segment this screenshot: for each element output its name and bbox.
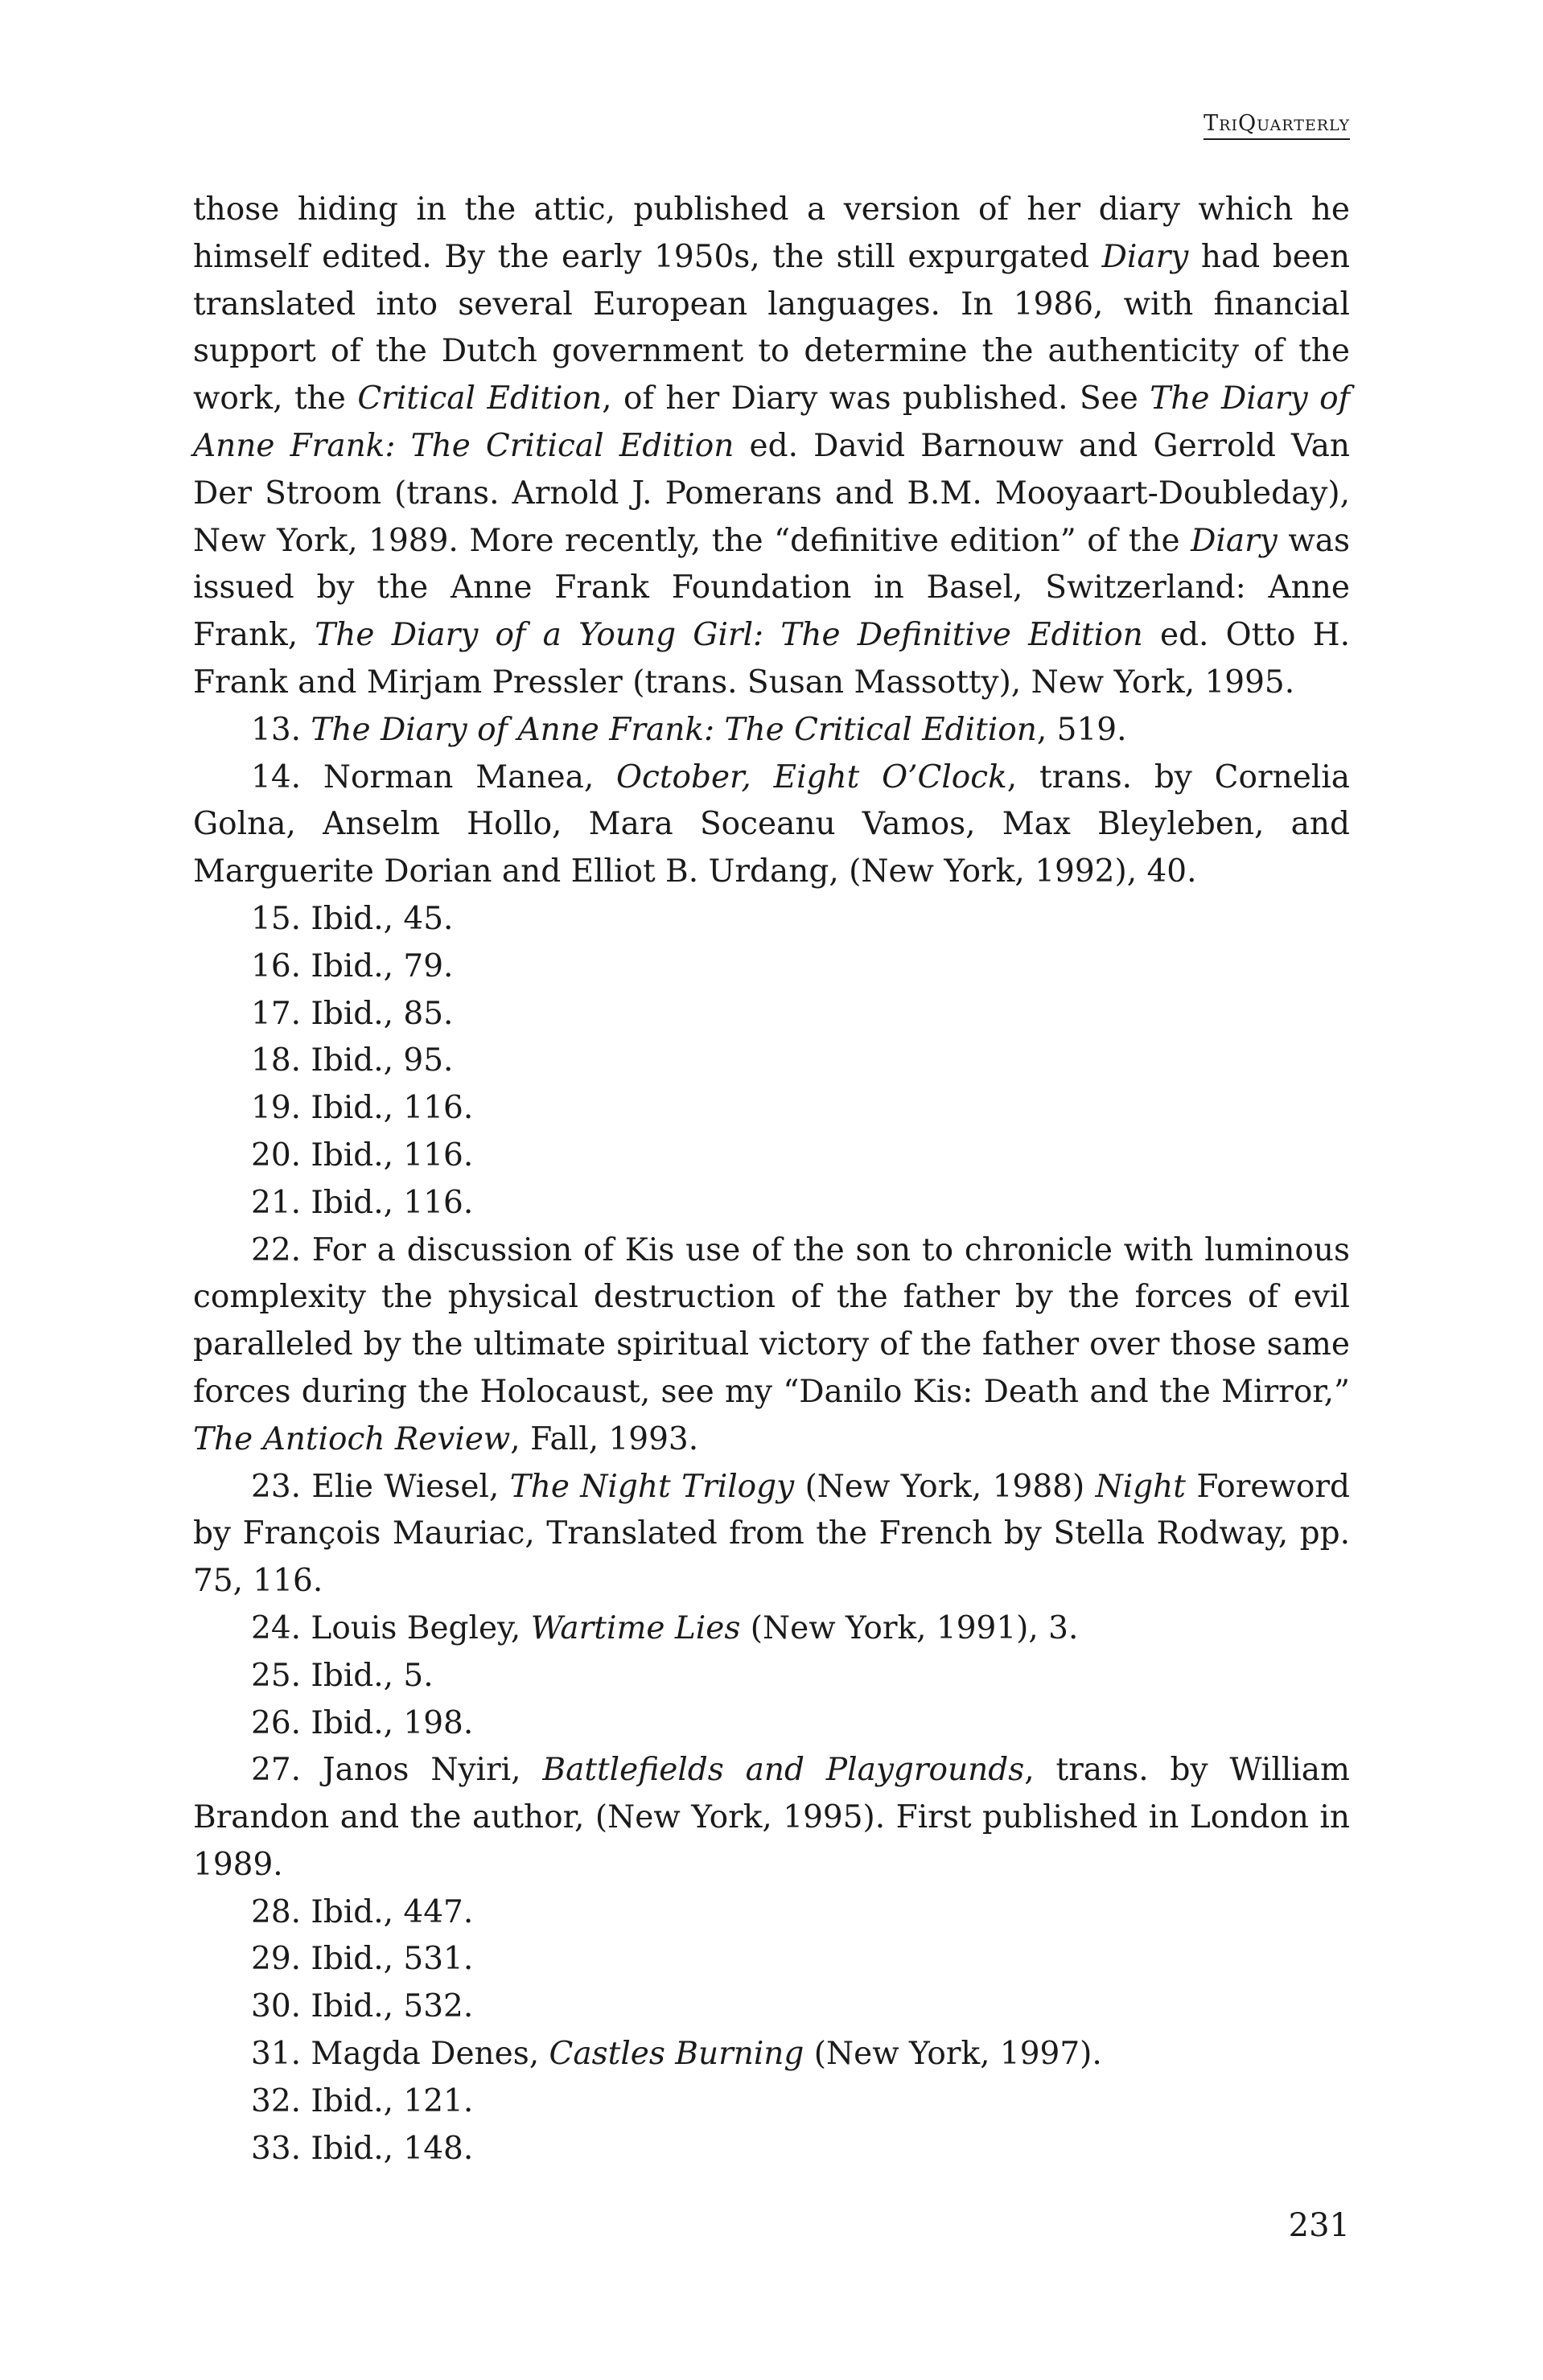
endnotes-section [193, 187, 1350, 2172]
note-text: (New York, 1997). [804, 2036, 1102, 2073]
endnote-13 [193, 707, 1350, 754]
endnote-25 [193, 1653, 1350, 1700]
endnote-30 [193, 1983, 1350, 2031]
note-text: (New York, 1991), 3. [740, 1609, 1079, 1646]
italic-title: Diary [1191, 522, 1278, 559]
note-text: 28. Ibid., 447. [251, 1893, 474, 1930]
italic-title: Critical Edition [357, 380, 603, 417]
note-text: (New York, 1988) [794, 1468, 1096, 1505]
note-text: 23. Elie Wiesel, [251, 1468, 510, 1505]
endnote-33 [193, 2126, 1350, 2173]
italic-title: Battlefields and Playgrounds [542, 1752, 1025, 1789]
endnote-29 [193, 1936, 1350, 1983]
italic-title: Diary [1101, 238, 1189, 275]
note-text: ed. David Barnouw and Gerrold Van Der Stroom (trans. Arnold J. Pomerans and B.M. Mooyaart-Doubleday), New York, 1989. More recently, the “definitive edition” of the [193, 427, 1350, 559]
italic-title: The Night Trilogy [509, 1468, 795, 1505]
note-text: 27. Janos Nyiri, [251, 1752, 543, 1789]
note-text: those hiding in the attic, published a version of her diary which he himself edited. By the early 1950s, the still expurgated [193, 191, 1350, 275]
italic-title: October, Eight O’Clock [616, 758, 1007, 795]
endnote-continuation [193, 187, 1350, 707]
endnote-15 [193, 896, 1350, 943]
note-text: 16. Ibid., 79. [251, 947, 454, 984]
endnote-28 [193, 1889, 1350, 1937]
endnote-24 [193, 1605, 1350, 1653]
note-text: 25. Ibid., 5. [251, 1657, 434, 1694]
italic-title: Castles Burning [549, 2036, 804, 2073]
note-text: 24. Louis Begley, [251, 1609, 531, 1646]
endnote-32 [193, 2078, 1350, 2126]
note-text: 21. Ibid., 116. [251, 1184, 474, 1221]
endnote-19 [193, 1085, 1350, 1132]
note-text: 30. Ibid., 532. [251, 1988, 474, 2025]
note-text: , 519. [1036, 711, 1127, 748]
note-text: 33. Ibid., 148. [251, 2130, 474, 2167]
note-text: 13. [251, 711, 311, 748]
endnote-22 [193, 1227, 1350, 1464]
endnote-26 [193, 1700, 1350, 1748]
endnote-21 [193, 1180, 1350, 1227]
italic-title: The Diary of Anne Frank: The Critical Edition [193, 380, 1351, 464]
note-text: ed. Otto H. Frank and Mirjam Pressler (trans. Susan Massotty), New York, 1995. [193, 617, 1351, 701]
note-text: had been translated into several European languages. In 1986, with financial support of the Dutch government to determine the authenticity of the work, the [193, 238, 1351, 417]
endnote-27 [193, 1747, 1350, 1889]
endnote-20 [193, 1132, 1350, 1180]
endnote-31 [193, 2031, 1350, 2078]
endnote-18 [193, 1038, 1350, 1085]
note-text: 17. Ibid., 85. [251, 995, 454, 1032]
note-text: was issued by the Anne Frank Foundation in Basel, Switzerland: Anne Frank, [193, 522, 1350, 654]
italic-title: The Antioch Review [193, 1420, 511, 1457]
italic-title: The Diary of a Young Girl: The Definitive Edition [315, 617, 1143, 654]
endnote-16 [193, 943, 1350, 991]
note-text: , of her Diary was published. See [602, 380, 1150, 417]
endnote-23 [193, 1464, 1350, 1605]
note-text: 14. Norman Manea, [251, 758, 617, 795]
italic-title: Night [1095, 1468, 1186, 1505]
note-text: 29. Ibid., 531. [251, 1941, 474, 1978]
running-head: TriQuarterly [1204, 111, 1350, 140]
note-text: 26. Ibid., 198. [251, 1704, 474, 1741]
note-text: Foreword by François Mauriac, Translated from the French by Stella Rodway, pp. 75, 116. [193, 1468, 1350, 1600]
note-text: 32. Ibid., 121. [251, 2082, 474, 2119]
note-text: 22. For a discussion of Kis use of the son to chronicle with luminous complexity the physical destruction of the father by the forces of evil paralleled by the ultimate spiritual victory of the father over those same forces during the Holocaust, see my “Danilo Kis: Death and the Mirror,” [193, 1231, 1350, 1410]
endnote-17 [193, 991, 1350, 1038]
page-number: 231 [1288, 2207, 1350, 2244]
note-text: 19. Ibid., 116. [251, 1090, 474, 1127]
note-text: , Fall, 1993. [510, 1420, 699, 1457]
note-text: 31. Magda Denes, [251, 2036, 549, 2073]
note-text: 15. Ibid., 45. [251, 900, 454, 937]
note-text: 20. Ibid., 116. [251, 1137, 474, 1174]
note-text: , trans. by William Brandon and the author, (New York, 1995). First published in London in 1989. [193, 1752, 1350, 1883]
endnote-14 [193, 754, 1350, 896]
note-text: 18. Ibid., 95. [251, 1042, 454, 1079]
note-text: , trans. by Cornelia Golna, Anselm Hollo, Mara Soceanu Vamos, Max Bleyleben, and Marguerite Dorian and Elliot B. Urdang, (New York, 1992), 40. [193, 758, 1350, 890]
italic-title: The Diary of Anne Frank: The Critical Edition [311, 711, 1037, 748]
italic-title: Wartime Lies [530, 1609, 741, 1646]
